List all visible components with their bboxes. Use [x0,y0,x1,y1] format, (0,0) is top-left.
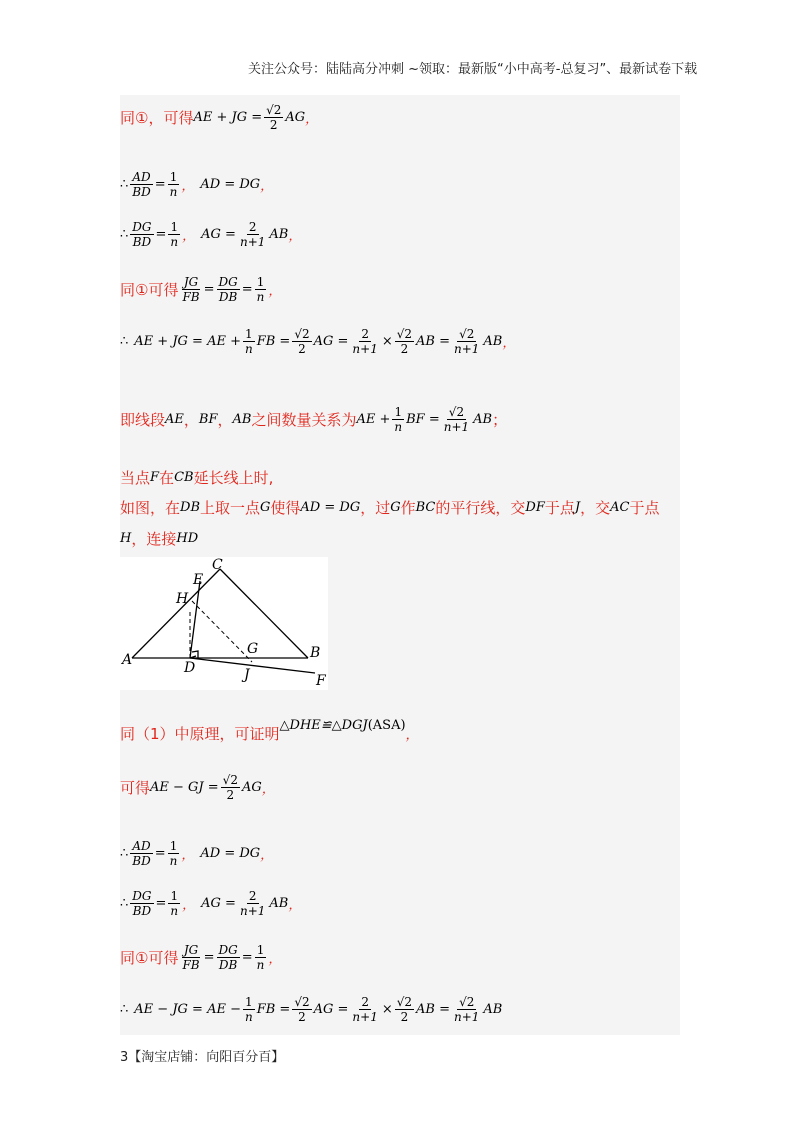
label-d: D [184,660,196,676]
page-footer: 3【淘宝店铺：向阳百分百】 [120,1050,285,1065]
line-15: ∴ AE − JG = AE − $\frac{1}{n}$ FB = $\frac{√2}{2}$ AG = $\frac{2}{n+1}$ × $\frac{√2}{2}$ AB = $\frac{√2}{n+1}$ AB [120,995,503,1024]
line-10: 同（1）中原理，可证明 △DHE≌△DGJ (ASA) ， [120,718,419,743]
label-j: J [244,667,250,683]
label-h: H [176,591,189,607]
label-g: G [247,641,259,657]
line-6: 即线段 AE ， BF ， AB 之间数量关系为 AE + $\frac{1}{n}$ BF = $\frac{√2}{n+1}$ AB ； [120,405,508,434]
line-8: 如图，在 DB 上取一点 G 使得 AD = DG ，过 G 作 BC 的平行线，交 DF 于点 J ，交 AC 于点 [120,499,660,517]
line-13: ∴ $\frac{DG}{BD}$ = $\frac{1}{n}$ ， AG = $\frac{2}{n+1}$ AB ， [120,889,302,918]
solution-content [120,95,680,1035]
label-e: E [193,572,204,588]
label-b: B [310,645,321,661]
line-4: 同①可得 $\frac{JG}{FB}$ = $\frac{DG}{DB}$ = $\frac{1}{n}$ ， [120,275,282,304]
line-7: 当点 F 在 CB 延长线上时, [120,469,274,487]
line-1-prefix: 同①，可得 [120,109,194,127]
page-header: 关注公众号：陆陆高分冲刺 ~领取：最新版“小中高考-总复习”、最新试卷下载 [248,62,698,77]
line-1: 同①，可得 AE + JG = $\frac{√2}{2}$ AG ， [120,103,319,132]
label-a: A [122,652,133,668]
line-3: ∴ $\frac{DG}{BD}$ = $\frac{1}{n}$ ， AG = $\frac{2}{n+1}$ AB ， [120,220,302,249]
line-12: ∴ $\frac{AD}{BD}$ = $\frac{1}{n}$ ， AD = DG ， [120,839,274,868]
line-5: ∴ AE + JG = AE + $\frac{1}{n}$ FB = $\frac{√2}{2}$ AG = $\frac{2}{n+1}$ × $\frac{√2}{2}$ AB = $\frac{√2}{n+1}$ AB ， [120,327,516,356]
label-c: C [212,557,223,573]
line-9: H ，连接 HD [120,530,199,548]
line-14: 同①可得 $\frac{JG}{FB}$ = $\frac{DG}{DB}$ = $\frac{1}{n}$ ， [120,943,282,972]
geometry-figure [120,557,328,690]
line-2: ∴ $\frac{AD}{BD}$ = $\frac{1}{n}$ ， AD = DG ， [120,170,274,199]
triangle-diagram [120,557,328,690]
label-f: F [316,673,326,689]
line-11: 可得 AE − GJ = $\frac{√2}{2}$ AG ， [120,773,275,802]
